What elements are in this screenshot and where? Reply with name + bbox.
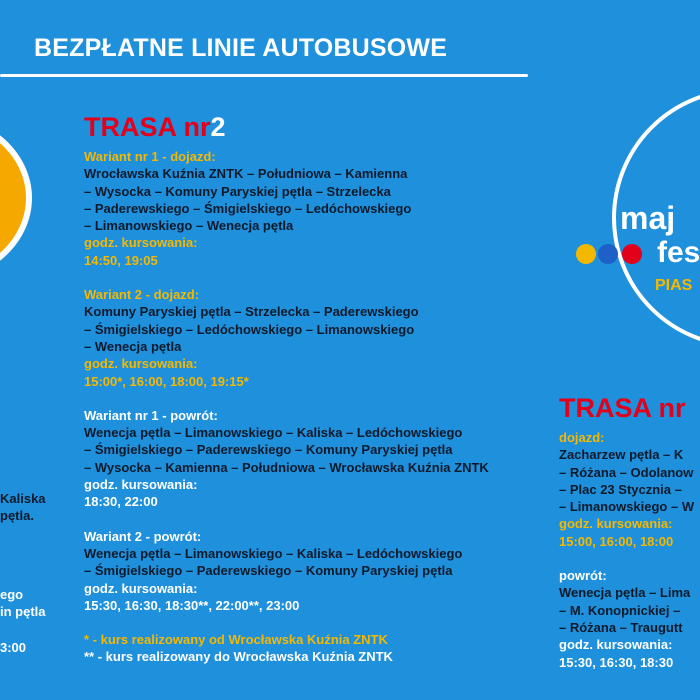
route1-badge-circle [0,112,32,284]
variant-label: powrót: [559,568,607,584]
stop-line: – Wysocka – Komuny Paryskiej pętla – Strzelecka [84,183,391,199]
variant-label: Wariant nr 1 - powrót: [84,407,218,423]
stop-line: – Limanowskiego – Wenecja pętla [84,218,294,234]
stop-line: Wenecja pętla – Lima [559,585,691,601]
stop-line: Wrocławska Kuźnia ZNTK – Południowa – Kamienna [84,166,408,182]
logo-text: fes [657,236,700,269]
stop-line: Wenecja pętla – Limanowskiego – Kaliska – Ledóchowskiego [84,545,463,561]
variant-label: Wariant 2 - dojazd: [84,287,200,303]
footnote: ** - kurs realizowany do Wrocławska Kuźnia ZNTK [84,649,393,665]
hours-label: godz. kursowania: [84,477,198,493]
route2-body [84,148,489,666]
stop-line: – Wysocka – Kamienna – Południowa – Wrocławska Kuźnia ZNTK [84,459,489,475]
hours-label: godz. kursowania: [84,356,198,372]
hours-value: 14:50, 19:05 [84,252,158,268]
hours-label: godz. kursowania: [559,637,673,653]
route3-body [559,429,694,671]
stop-line: – Śmigielskiego – Ledóchowskiego – Limanowskiego [84,321,415,337]
route1-text-fragment [0,490,46,656]
route1-line: Kaliska [0,491,46,506]
variant-label: Wariant 2 - powrót: [84,528,202,544]
logo-dot-blue-icon [598,244,618,264]
route2-title: TRASA nr2 [84,112,226,142]
stop-line: – M. Konopnickiej – [559,602,681,618]
footnote: * - kurs realizowany od Wrocławska Kuźnia ZNTK [84,632,388,648]
variant-label: Wariant nr 1 - dojazd: [84,149,216,164]
stop-line: – Paderewskiego – Śmigielskiego – Ledóchowskiego [84,200,412,216]
route1-line: in pętla [0,603,46,619]
logo-dot-red-icon [622,244,642,264]
stop-line: – Śmigielskiego – Paderewskiego – Komuny Paryskiej pętla [84,563,453,579]
hours-value: 15:30, 16:30, 18:30**, 22:00**, 23:00 [84,597,300,613]
stop-line: Komuny Paryskiej pętla – Strzelecka – Paderewskiego [84,304,419,320]
stop-line: – Plac 23 Stycznia – [559,481,682,497]
route3-title: TRASA nr [559,393,686,423]
page-title: BEZPŁATNE LINIE AUTOBUSOWE [34,34,448,62]
variant-label: dojazd: [559,430,605,445]
hours-label: godz. kursowania: [84,580,198,596]
logo-text: maj [620,200,676,236]
logo-dot-yellow-icon [576,244,596,264]
hours-label: godz. kursowania: [84,235,198,251]
hours-value: 15:00*, 16:00, 18:00, 19:15* [84,373,249,389]
stop-line: – Wenecja pętla [84,338,182,354]
route1-line: 3:00 [0,640,27,656]
stop-line: – Różana – Traugutt [559,619,683,635]
stop-line: Wenecja pętla – Limanowskiego – Kaliska – Ledóchowskiego [84,425,463,441]
stop-line: Zacharzew pętla – K [559,447,684,463]
stop-line: – Różana – Odolanow [559,464,694,480]
stop-line: – Śmigielskiego – Paderewskiego – Komuny Paryskiej pętla [84,442,453,458]
logo-city: PIAS [655,277,693,294]
route1-line: pętla. [0,508,34,524]
stop-line: – Limanowskiego – W [559,499,695,515]
hours-value: 18:30, 22:00 [84,494,158,510]
route1-line: ego [0,586,24,602]
hours-value: 15:00, 16:00, 18:00 [559,533,674,549]
hours-value: 15:30, 16:30, 18:30 [559,654,674,670]
header-divider [0,74,528,77]
hours-label: godz. kursowania: [559,516,673,532]
